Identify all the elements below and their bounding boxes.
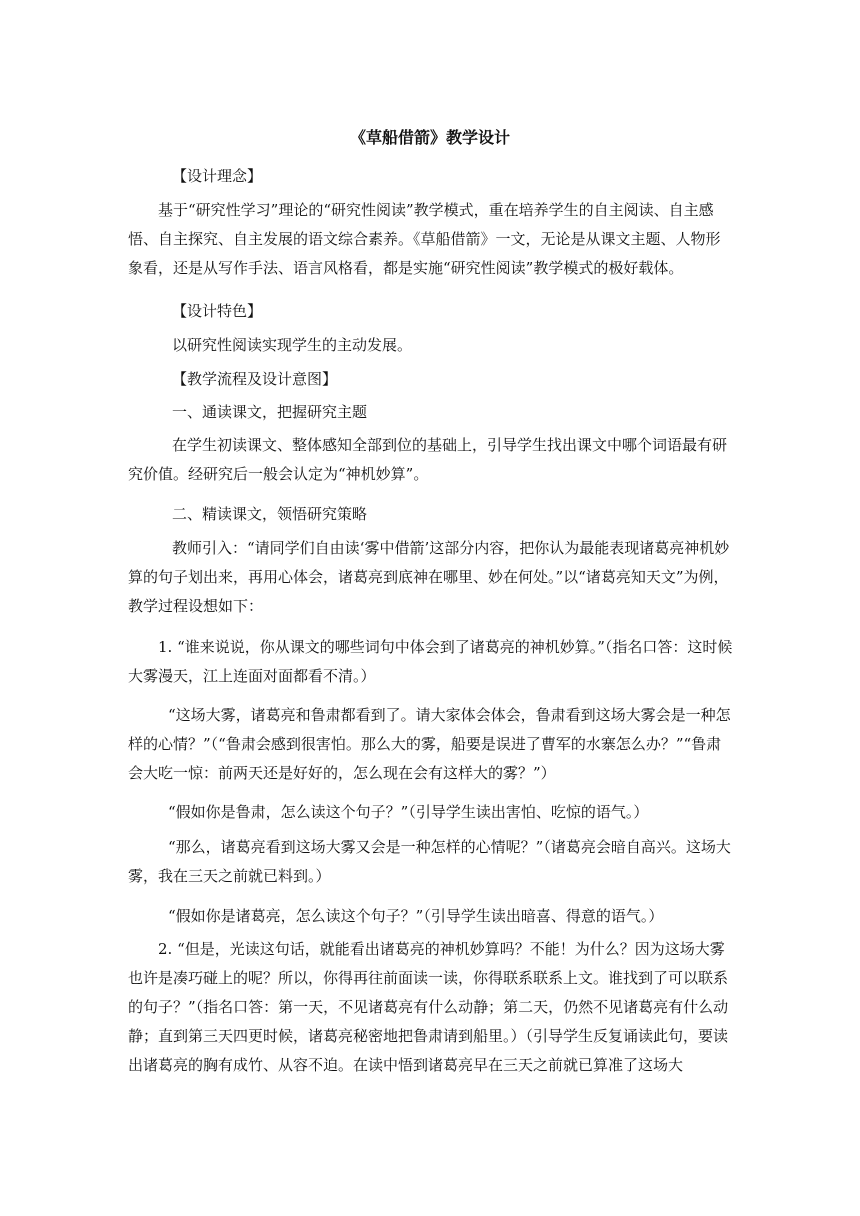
list-item-2: 2. “但是，光读这句话，就能看出诸葛亮的神机妙算吗？不能！为什么？因为这场大雾也许是凑巧碰上的呢？所以，你得再往前面读一读，你得联系联系上文。谁找到了可以联系的句子？”（指名口答：第一天，不见诸葛亮有什么动静；第二天，仍然不见诸葛亮有什么动静；直到第三天四更时候，诸葛亮秘密地把鲁肃请到船里。）（引导学生反复诵读此句，要读出诸葛亮的胸有成竹、从容不迫。在读中悟到诸葛亮早在三天之前就已算准了这场大: [128, 940, 729, 1074]
page-title: 《草船借箭》教学设计: [349, 128, 510, 147]
zhuge-mood-paragraph: “那么，诸葛亮看到这场大雾又会是一种怎样的心情呢？”（诸葛亮会暗自高兴。这场大雾，我在三天之前就已料到。）: [128, 838, 731, 885]
list-item-1: 1. “谁来说说，你从课文的哪些词句中体会到了诸葛亮的神机妙算。”（指名口答：这时候大雾漫天，江上连面对面都看不清。）: [128, 638, 733, 685]
feature-heading: 【设计特色】: [172, 302, 263, 320]
step1-paragraph: 在学生初读课文、整体感知全部到位的基础上，引导学生找出课文中哪个词语最有研究价值。经研究后一般会认定为“神机妙算”。: [128, 436, 728, 483]
step2-heading: 二、精读课文，领悟研究策略: [172, 505, 368, 523]
concept-heading: 【设计理念】: [172, 167, 263, 185]
zhuge-read-paragraph: “假如你是诸葛亮，怎么读这个句子？”（引导学生读出暗喜、得意的语气。）: [168, 907, 664, 925]
process-heading: 【教学流程及设计意图】: [172, 370, 338, 388]
fog-paragraph: “这场大雾，诸葛亮和鲁肃都看到了。请大家体会体会，鲁肃看到这场大雾会是一种怎样的心情？”（“鲁肃会感到很害怕。那么大的雾，船要是误进了曹军的水寨怎么办？”“鲁肃会大吃一惊：前两天还是好好的，怎么现在会有这样大的雾？”）: [128, 706, 731, 782]
feature-paragraph: 以研究性阅读实现学生的主动发展。: [172, 336, 413, 354]
lusu-paragraph: “假如你是鲁肃，怎么读这个句子？”（引导学生读出害怕、吃惊的语气。）: [168, 803, 649, 821]
step2-paragraph: 教师引入：“请同学们自由读‘雾中借箭’这部分内容，把你认为最能表现诸葛亮神机妙算的句子划出来，再用心体会，诸葛亮到底神在哪里、妙在何处。”以“诸葛亮知天文”为例，教学过程设想如下：: [128, 539, 730, 615]
concept-paragraph: 基于“研究性学习”理论的“研究性阅读”教学模式，重在培养学生的自主阅读、自主感悟、自主探究、自主发展的语文综合素养。《草船借箭》一文，无论是从课文主题、人物形象看，还是从写作手法、语言风格看，都是实施“研究性阅读”教学模式的极好载体。: [128, 201, 721, 277]
step1-heading: 一、通读课文，把握研究主题: [172, 403, 368, 421]
